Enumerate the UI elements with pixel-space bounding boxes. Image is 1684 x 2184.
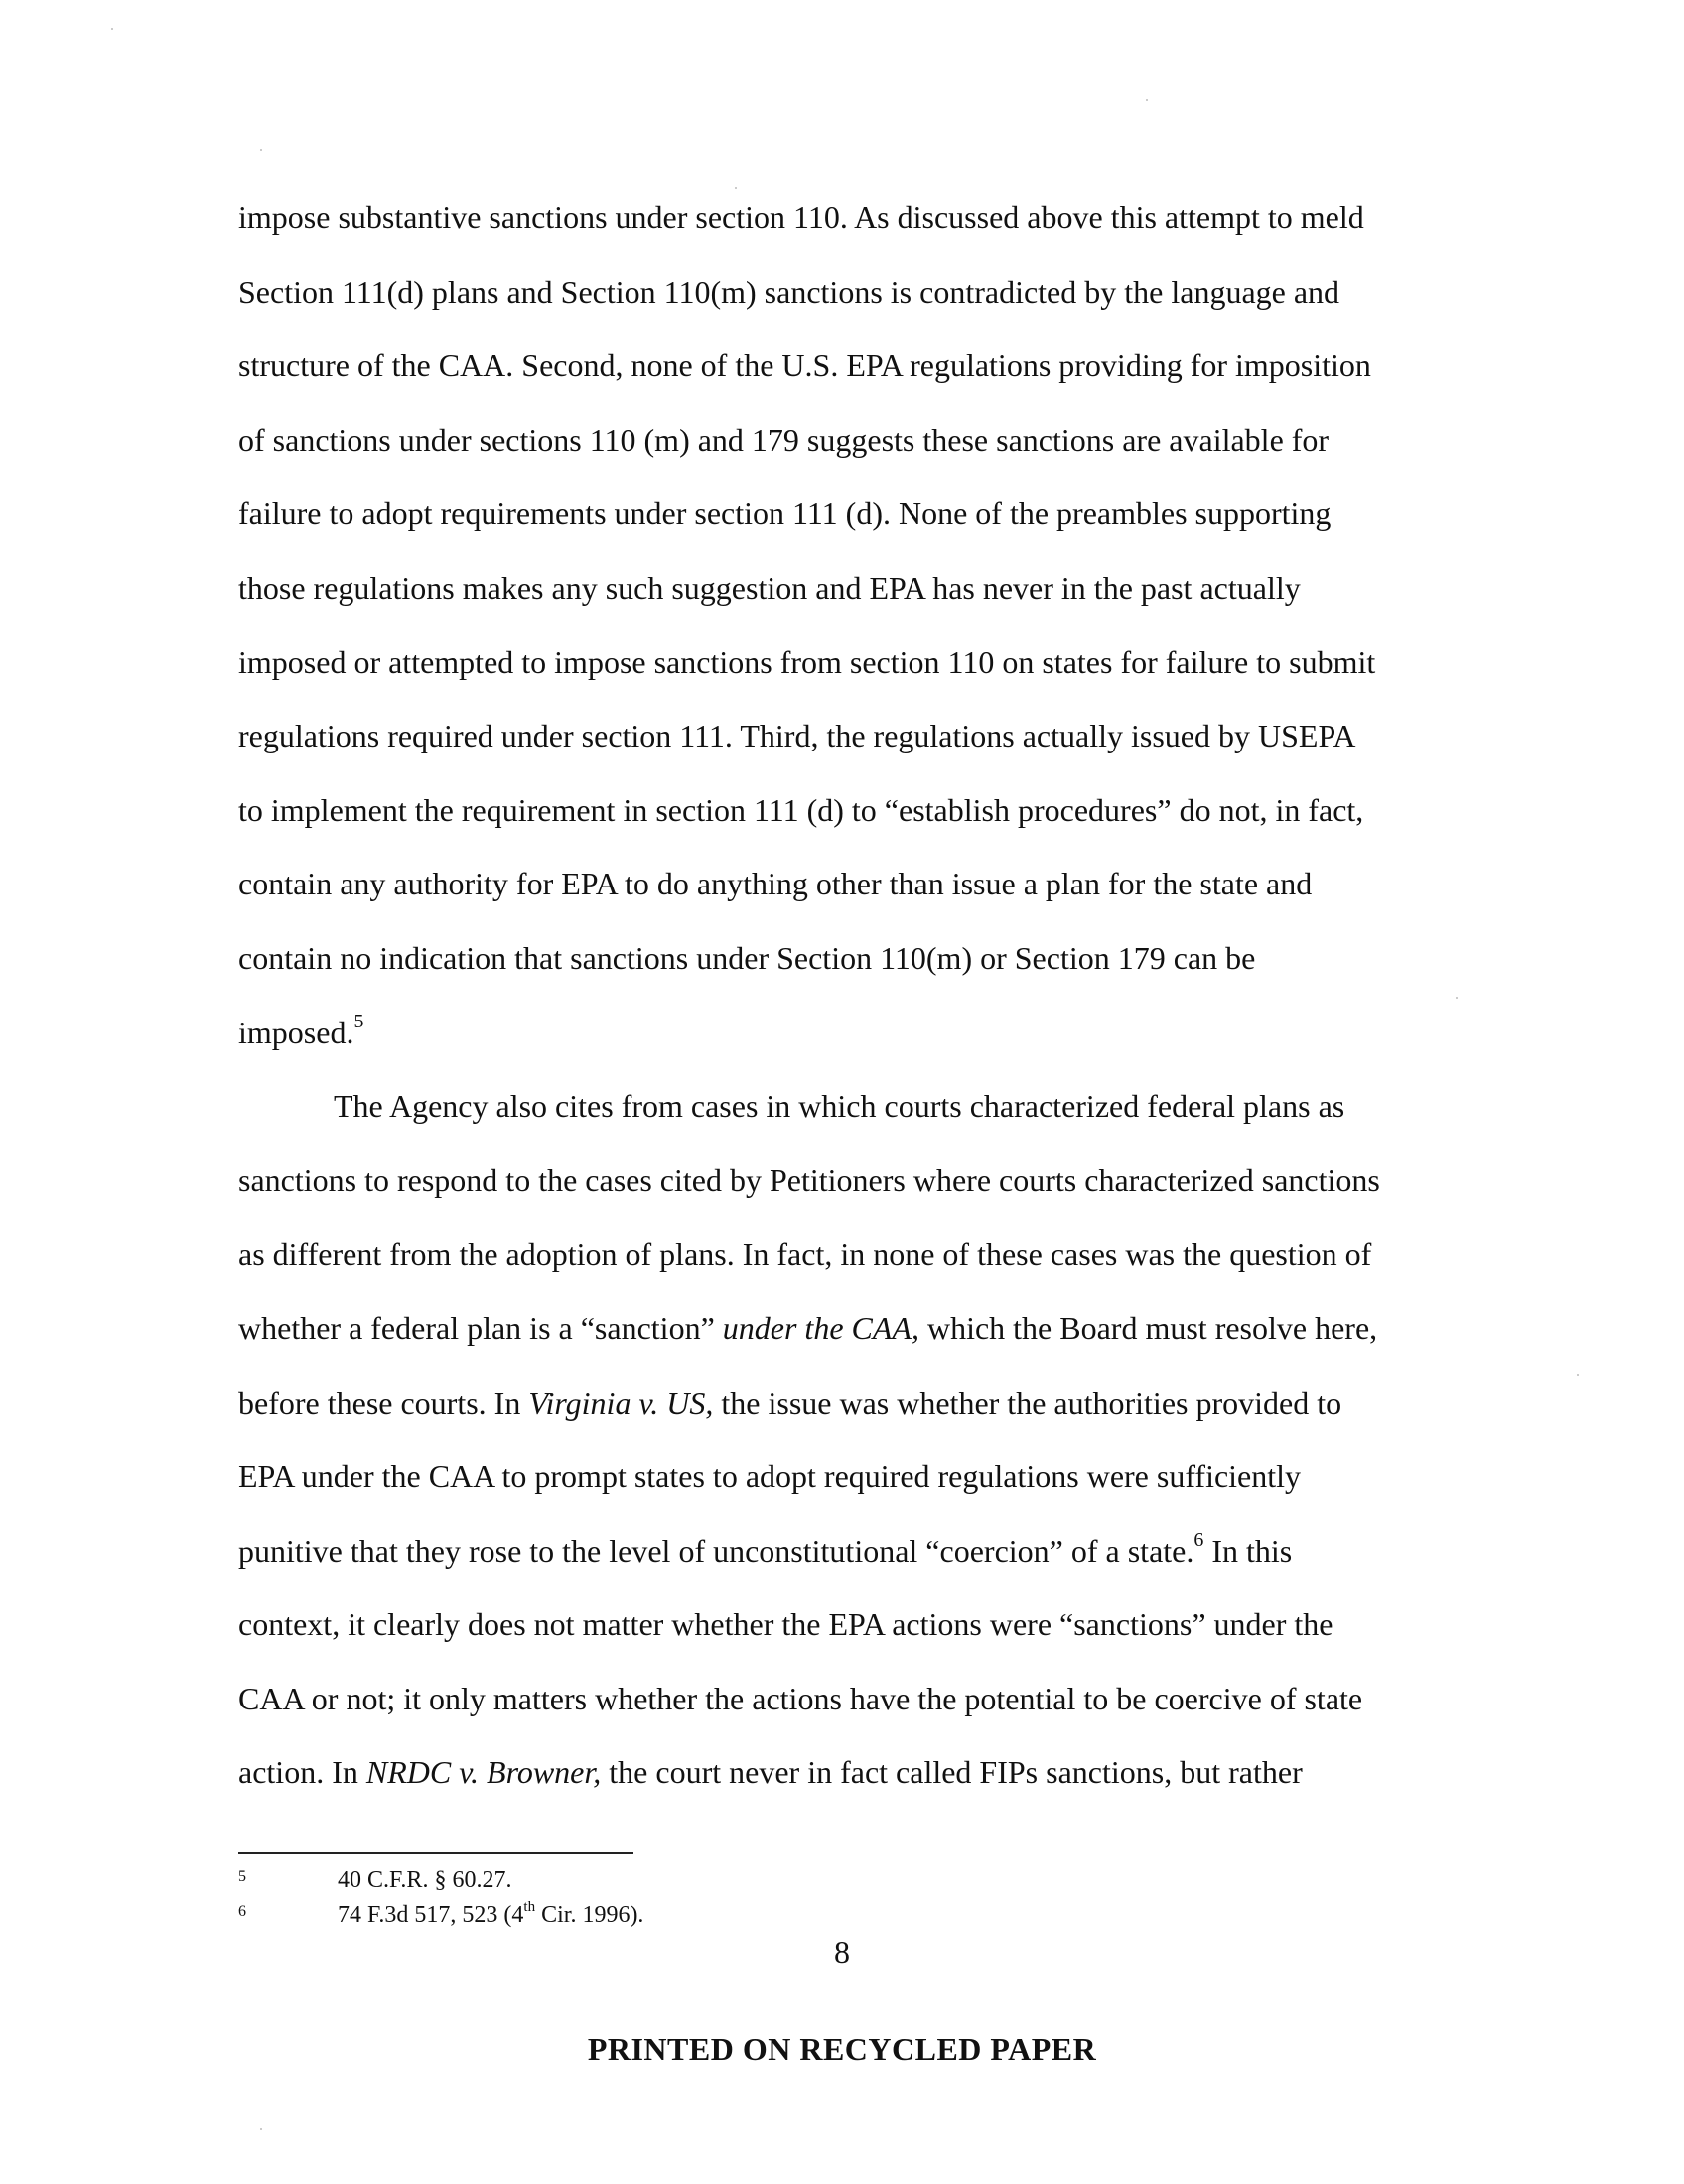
scan-speck <box>1146 99 1148 101</box>
body-line: contain any authority for EPA to do anything other than issue a plan for the state and <box>238 866 1313 902</box>
footnote-reference[interactable]: 5 <box>353 1010 364 1032</box>
text-run: the issue was whether the authorities provided to <box>713 1384 1342 1421</box>
text-run: before these courts. In <box>238 1384 529 1421</box>
scan-speck <box>1577 1374 1579 1376</box>
footnote-number: 5 <box>238 1868 246 1885</box>
text-run: which the Board must resolve here, <box>918 1309 1378 1346</box>
body-line: impose substantive sanctions under section 110. As discussed above this attempt to meld <box>238 200 1364 235</box>
body-line-with-footnote-ref <box>238 996 1410 1070</box>
page-number: 8 <box>834 1934 850 1970</box>
body-line: imposed or attempted to impose sanctions from section 110 on states for failure to submit <box>238 643 1376 680</box>
body-line: failure to adopt requirements under section 111 (d). None of the preambles supporting <box>238 495 1332 532</box>
body-line: regulations required under section 111. Third, the regulations actually issued by USEPA <box>238 718 1356 754</box>
body-line: to implement the requirement in section 111 (d) to “establish procedures” do not, in fact, <box>238 791 1364 828</box>
text-run: In this <box>1203 1532 1293 1569</box>
body-line: Section 111(d) plans and Section 110(m) sanctions is contradicted by the language and <box>238 273 1340 310</box>
text-run: 74 F.3d 517, 523 (4 <box>338 1902 524 1928</box>
body-line-text: imposed. <box>238 1014 354 1050</box>
footnotes <box>238 1864 1132 1934</box>
body-line <box>238 1735 1410 1810</box>
ordinal-suffix: th <box>523 1899 536 1915</box>
body-line: structure of the CAA. Second, none of the U.S. EPA regulations providing for imposition <box>238 347 1371 384</box>
text-run: the court never in fact called FIPs sanctions, but rather <box>601 1754 1303 1791</box>
body-line: those regulations makes any such suggestion and EPA has never in the past actually <box>238 569 1301 606</box>
case-name: NRDC v. Browner, <box>365 1754 602 1791</box>
body-line: sanctions to respond to the cases cited by Petitioners where courts characterized sanctions <box>238 1161 1380 1198</box>
body-line: CAA or not; it only matters whether the actions have the potential to be coercive of state <box>238 1680 1363 1716</box>
scan-speck <box>260 149 262 151</box>
footnote-number: 6 <box>238 1903 246 1920</box>
body-line <box>238 1366 1410 1440</box>
scan-speck <box>735 187 737 189</box>
text-run: punitive that they rose to the level of unconstitutional “coercion” of a state. <box>238 1532 1194 1569</box>
body-text <box>238 181 1410 1810</box>
footer-notice: PRINTED ON RECYCLED PAPER <box>587 2031 1097 2067</box>
text-run: action. In <box>238 1754 366 1791</box>
footnote <box>238 1864 1132 1899</box>
body-line: contain no indication that sanctions under Section 110(m) or Section 179 can be <box>238 939 1256 976</box>
footnote-text <box>338 1899 643 1931</box>
footnote-separator <box>238 1852 633 1854</box>
body-line: EPA under the CAA to prompt states to adopt required regulations were sufficiently <box>238 1458 1302 1495</box>
body-line <box>238 1292 1410 1366</box>
body-line: context, it clearly does not matter whether the EPA actions were “sanctions” under the <box>238 1606 1333 1643</box>
scan-speck <box>260 2128 262 2130</box>
text-run: whether a federal plan is a “sanction” <box>238 1309 723 1346</box>
footnote-reference[interactable]: 6 <box>1193 1529 1204 1552</box>
paragraph-first-line: The Agency also cites from cases in which courts characterized federal plans as <box>334 1088 1345 1125</box>
italic-phrase: under the CAA, <box>722 1309 919 1346</box>
body-line: as different from the adoption of plans. In fact, in none of these cases was the question of <box>238 1236 1372 1273</box>
footnote <box>238 1899 1132 1934</box>
scan-speck <box>111 28 113 30</box>
body-line: of sanctions under sections 110 (m) and 179 suggests these sanctions are available for <box>238 421 1330 458</box>
scan-speck <box>1456 997 1458 999</box>
case-name: Virginia v. US, <box>528 1384 714 1421</box>
body-line <box>238 1514 1410 1588</box>
text-run: Cir. 1996). <box>535 1902 644 1928</box>
footnote-text: 40 C.F.R. § 60.27. <box>338 1867 512 1893</box>
